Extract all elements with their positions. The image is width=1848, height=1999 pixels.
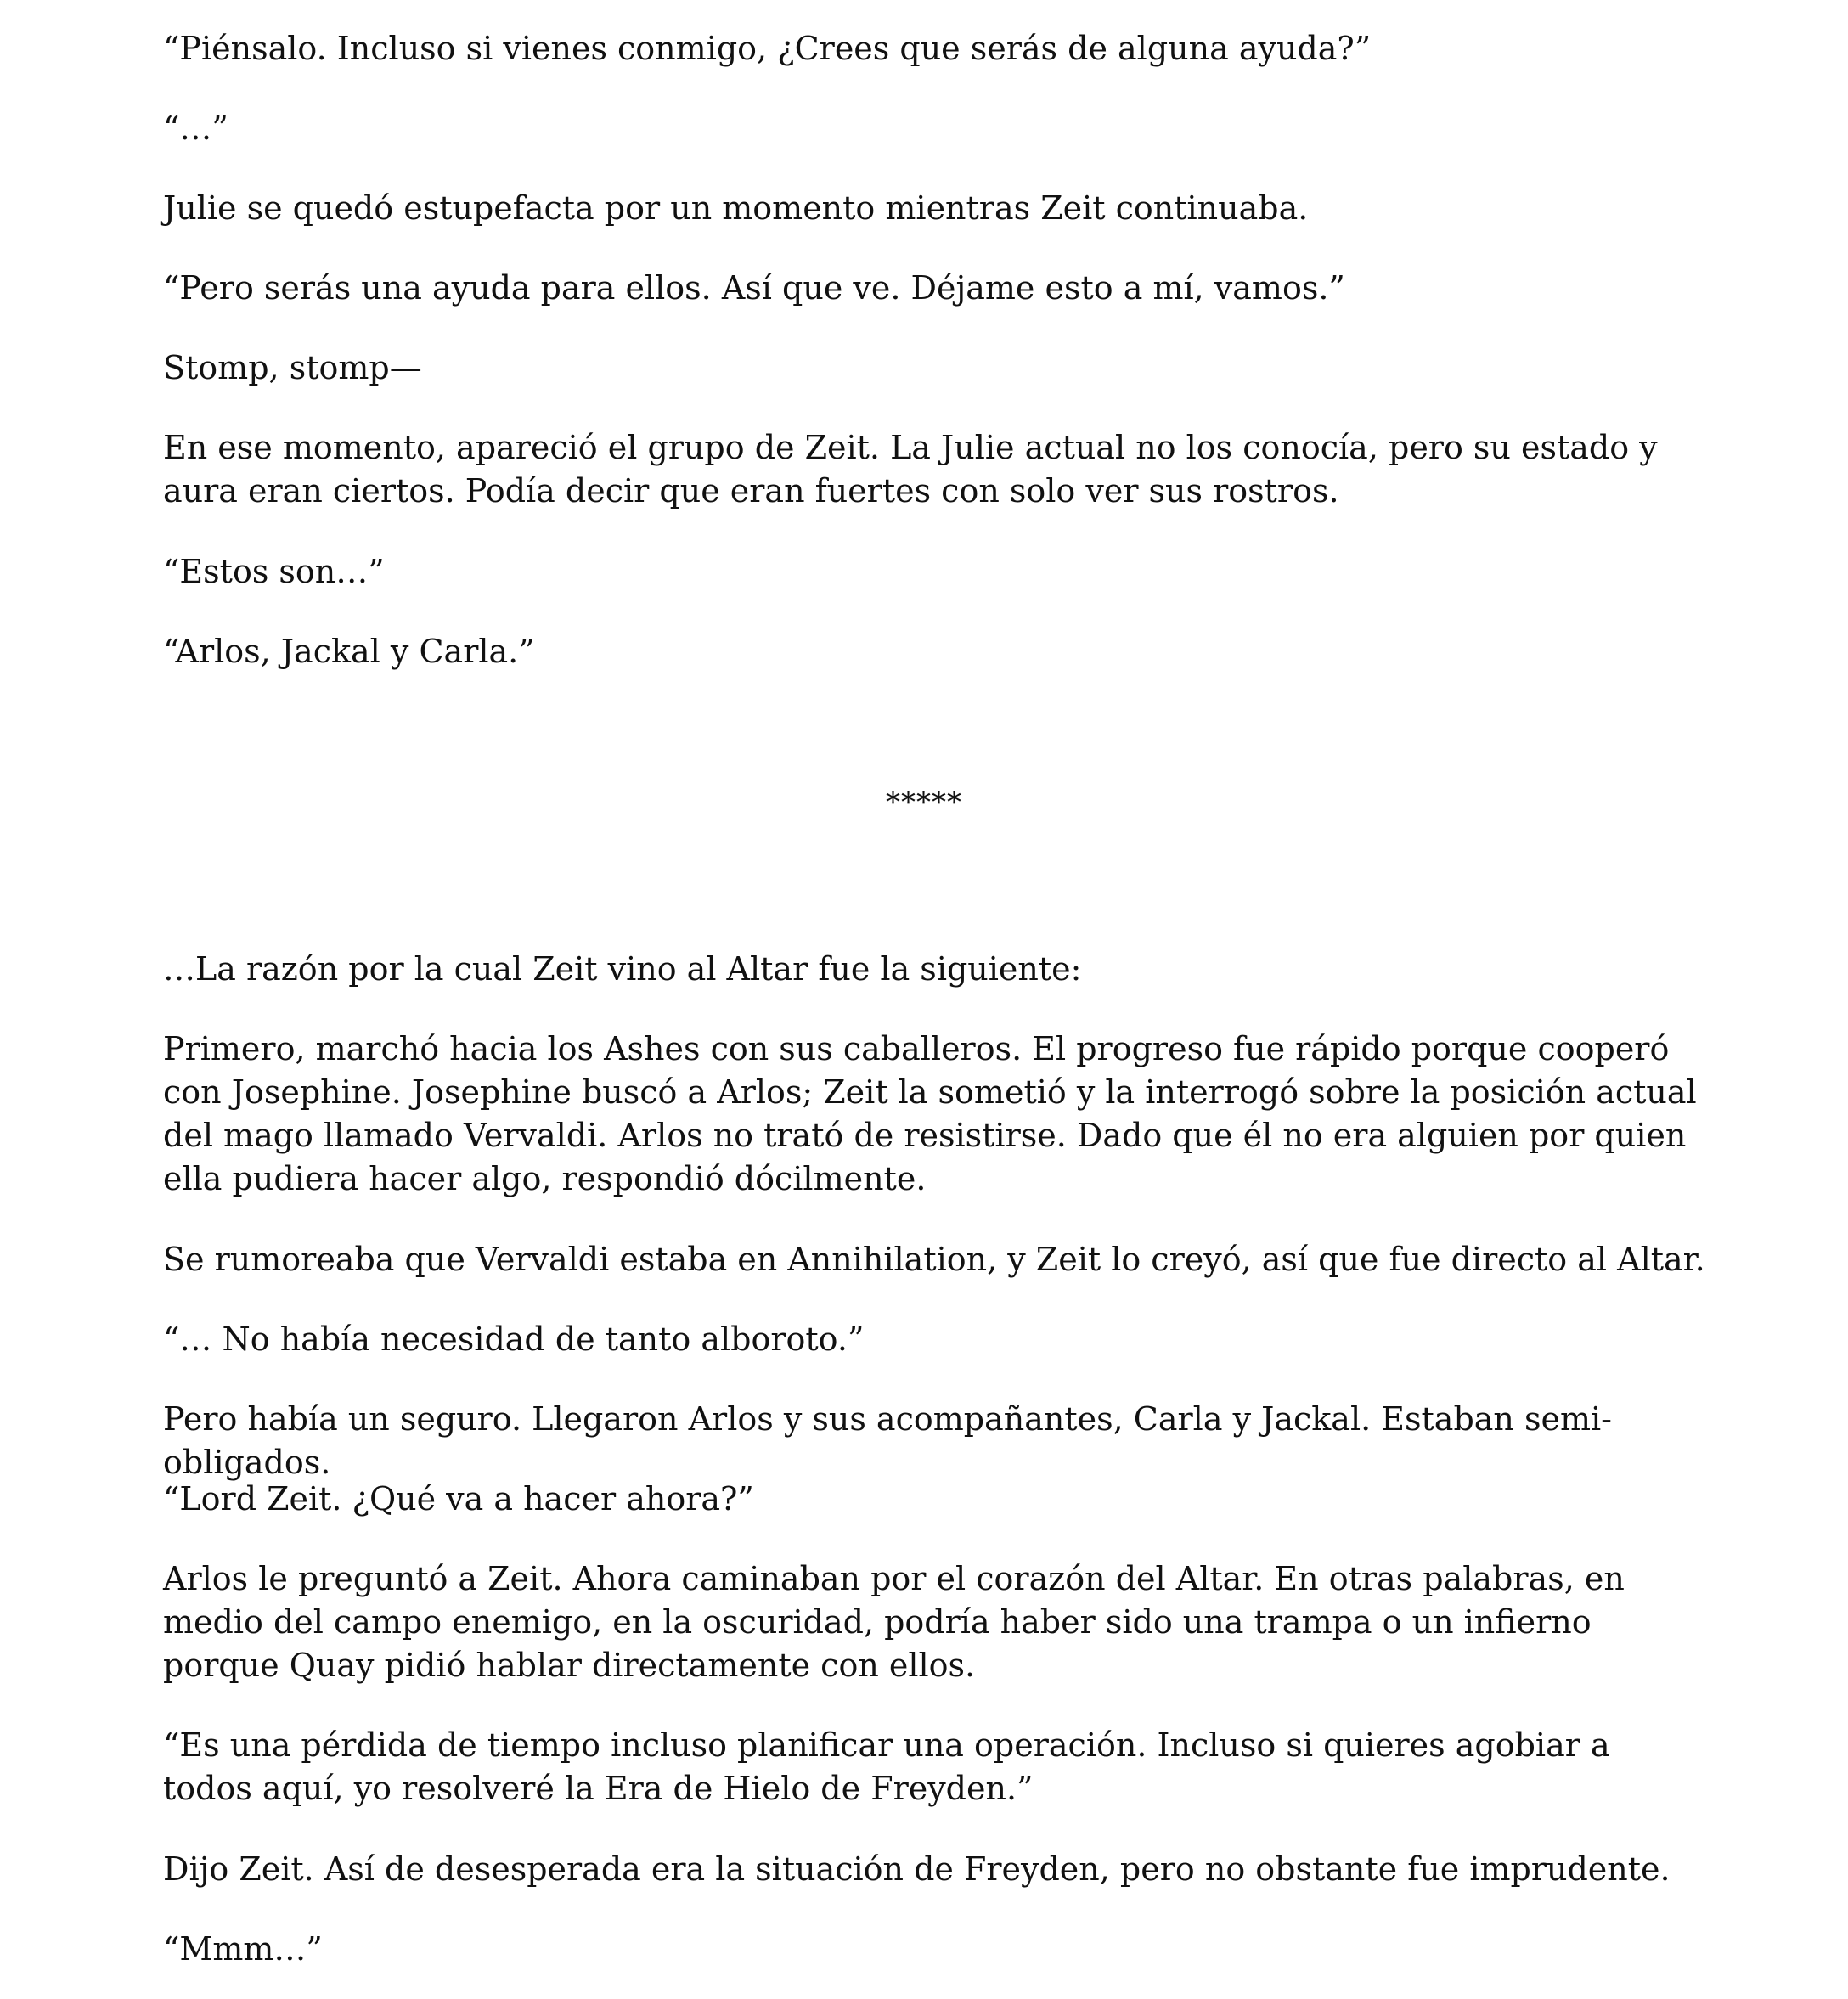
paragraph: Stomp, stomp— [163,349,422,386]
paragraph: “Es una pérdida de tiempo incluso planificar una operación. Incluso si quieres agobiar a todos aquí, yo resolveré la Era de Hielo de Freyden.” [163,1726,1610,1807]
paragraph: Julie se quedó estupefacta por un momento mientras Zeit continuaba. [163,189,1309,227]
paragraph: En ese momento, apareció el grupo de Zeit. La Julie actual no los conocía, pero su estado y aura eran ciertos. Podía decir que eran fuertes con solo ver sus rostros. [163,429,1658,510]
paragraph: Pero había un seguro. Llegaron Arlos y sus acompañantes, Carla y Jackal. Estaban semi-obligados. [163,1400,1612,1481]
paragraph: “Arlos, Jackal y Carla.” [163,633,535,670]
paragraph: “Piénsalo. Incluso si vienes conmigo, ¿Crees que serás de alguna ayuda?” [163,30,1372,67]
paragraph: “Lord Zeit. ¿Qué va a hacer ahora?” [163,1480,754,1518]
paragraph: “Estos son…” [163,553,385,590]
paragraph: Primero, marchó hacia los Ashes con sus caballeros. El progreso fue rápido porque cooperó con Josephine. Josephine buscó a Arlos; Zeit la sometió y la interrogó sobre la posición actual del mago llamado Vervaldi. Arlos no trató de resistirse. Dado que él no era alguien por quien ella pudiera hacer algo, respondió dócilmente. [163,1030,1697,1197]
paragraph: Dijo Zeit. Así de desesperada era la situación de Freyden, pero no obstante fue imprudente. [163,1850,1671,1888]
paragraph: Arlos le preguntó a Zeit. Ahora caminaban por el corazón del Altar. En otras palabras, en medio del campo enemigo, en la oscuridad, podría haber sido una trampa o un infierno porque Quay pidió hablar directamente con ellos. [163,1560,1625,1684]
paragraph: “… No había necesidad de tanto alboroto.” [163,1320,865,1358]
paragraph: “Mmm…” [163,1930,323,1968]
paragraph: …La razón por la cual Zeit vino al Altar fue la siguiente: [163,950,1082,988]
scene-break: ***** [886,786,962,819]
paragraph: Se rumoreaba que Vervaldi estaba en Annihilation, y Zeit lo creyó, así que fue directo al Altar. [163,1241,1705,1278]
paragraph: “Pero serás una ayuda para ellos. Así que ve. Déjame esto a mí, vamos.” [163,269,1345,307]
paragraph: “…” [163,110,228,147]
